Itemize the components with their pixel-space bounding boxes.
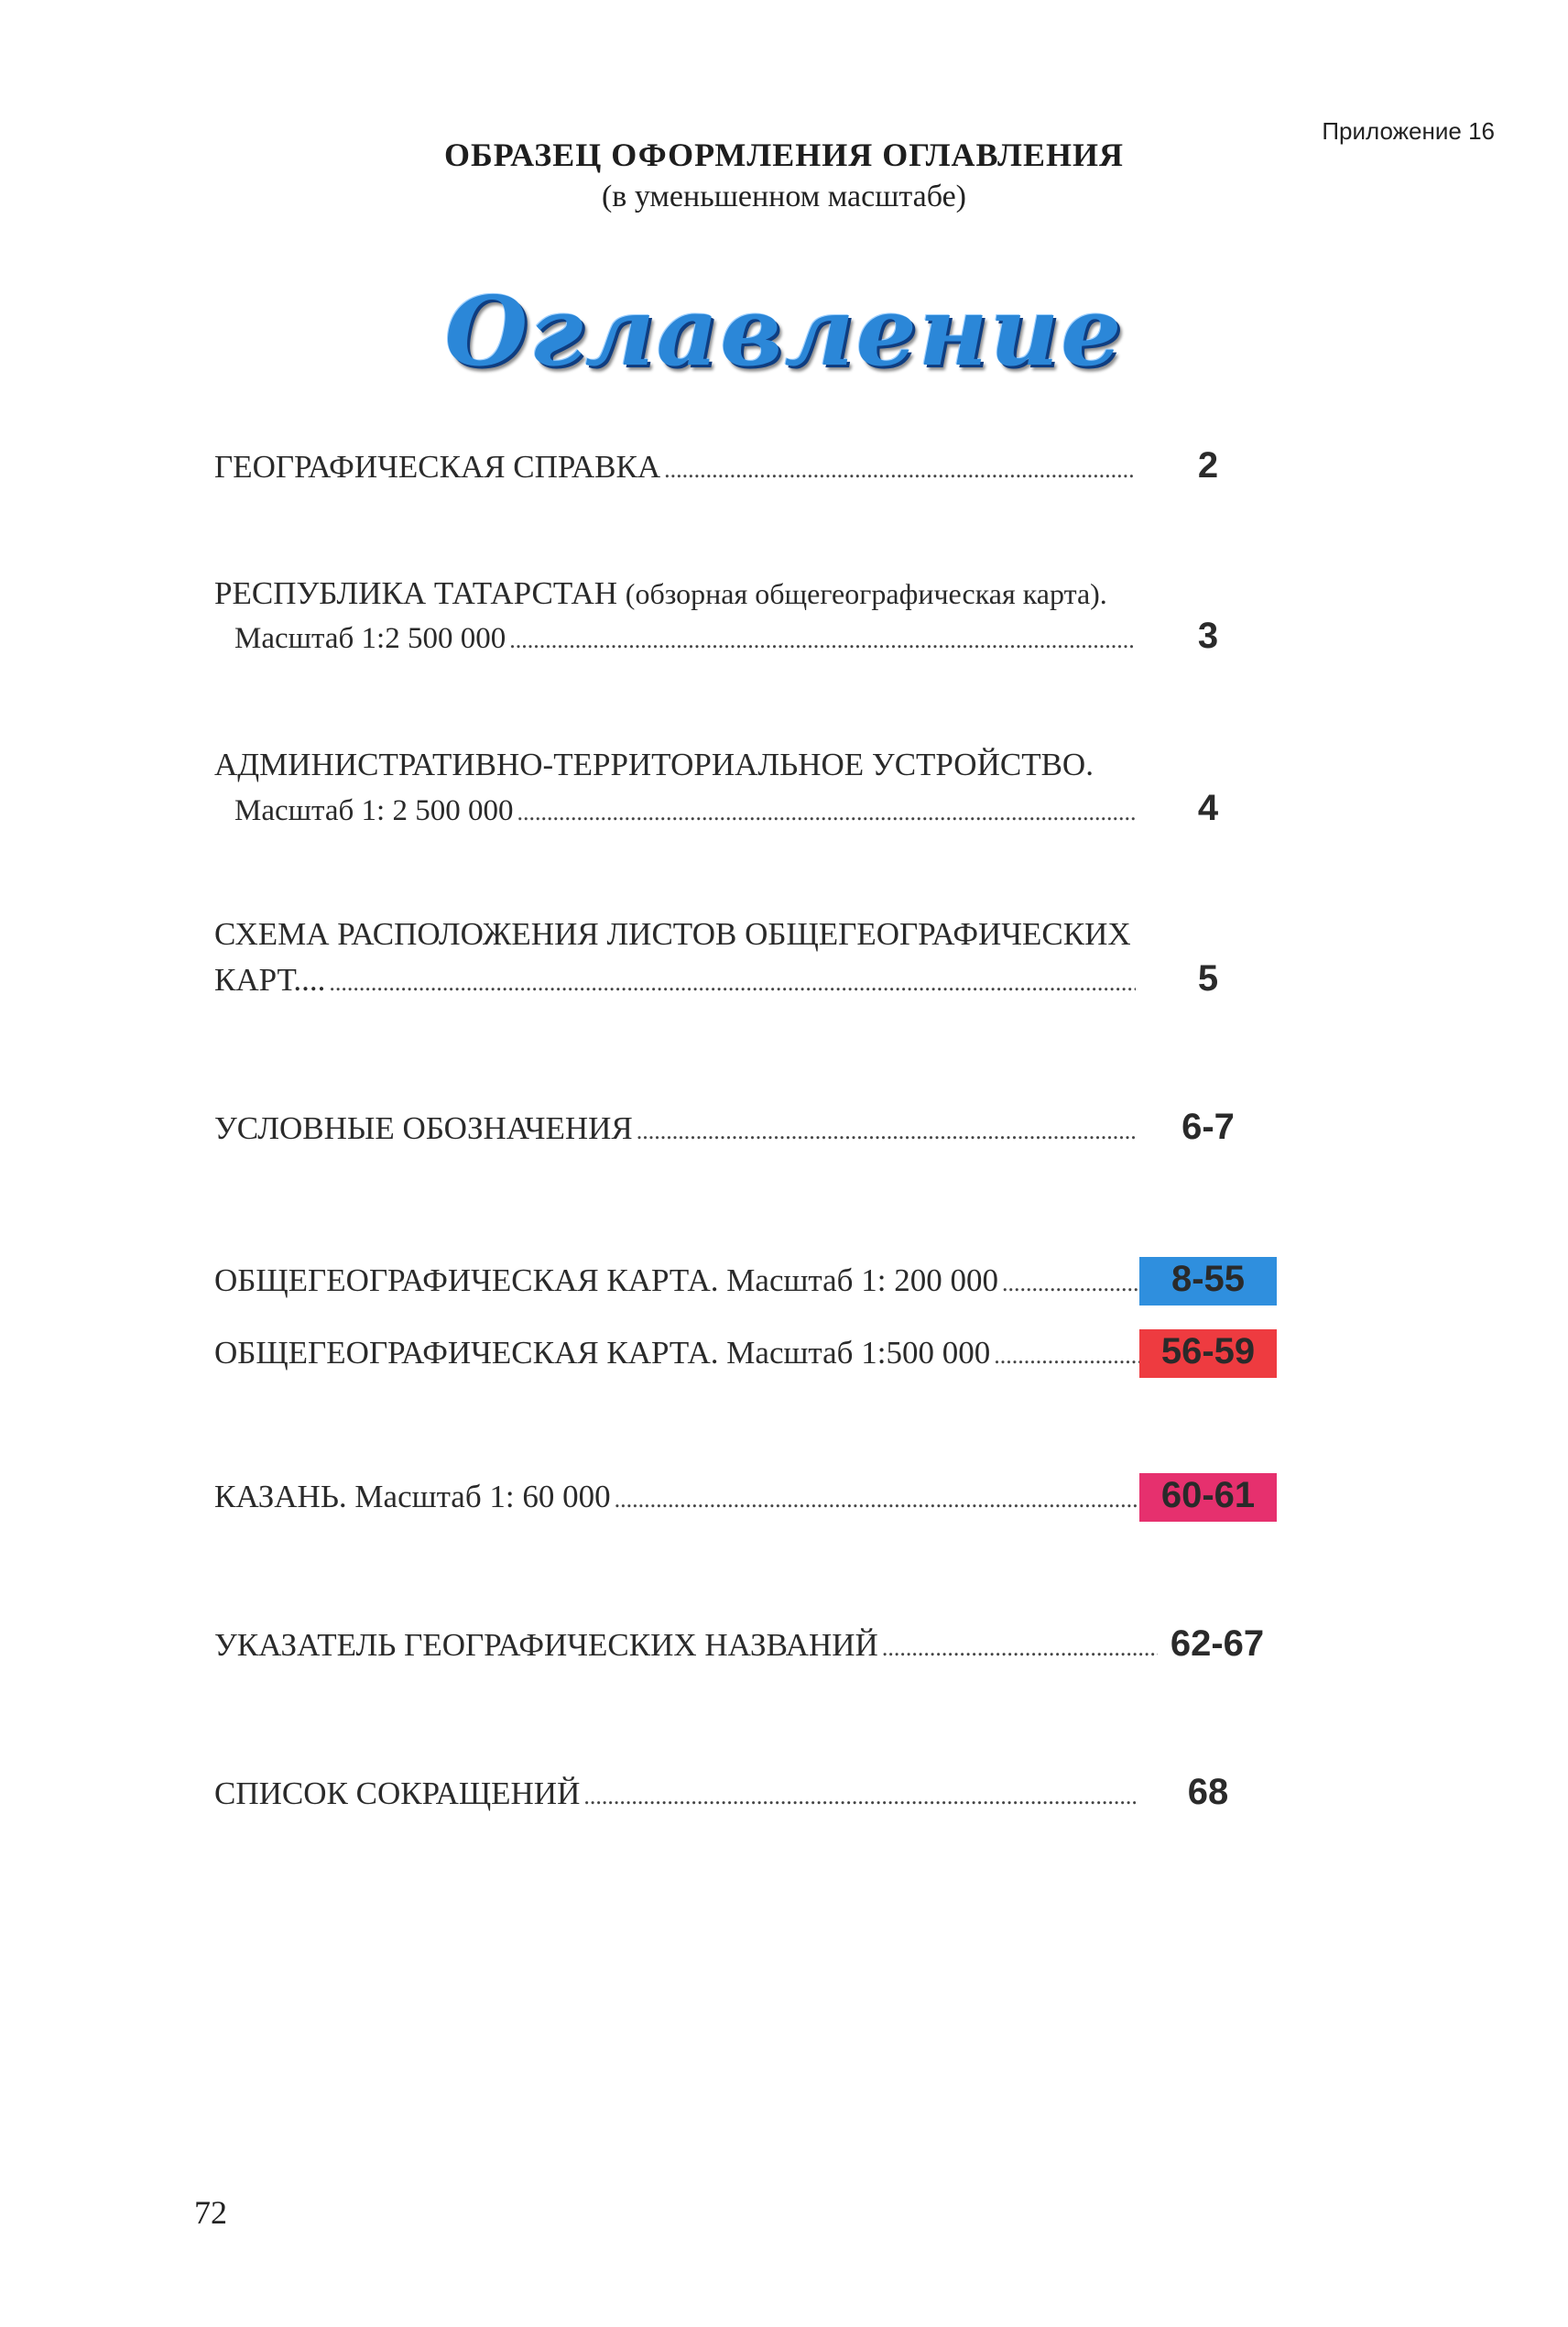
- toc-page-number-highlighted: 60-61: [1139, 1473, 1277, 1522]
- toc-entry-rt-line2: [234, 616, 1277, 661]
- toc-entry-geo: [214, 445, 1277, 491]
- toc-leader-dots: [882, 1634, 1158, 1662]
- page-subtitle: (в уменьшенном масштабе): [601, 180, 967, 213]
- toc-entry-text: Масштаб 1: 2 500 000: [234, 794, 514, 827]
- toc-entry-text: АДМИНИСТРАТИВНО-ТЕРРИТОРИАЛЬНОЕ УСТРОЙСТВО.: [214, 747, 1094, 782]
- toc-entry-text: ОБЩЕГЕОГРАФИЧЕСКАЯ КАРТА. Масштаб 1:500 000: [214, 1335, 991, 1371]
- toc-leader-dots: [583, 1783, 1136, 1810]
- toc-page-number: 4: [1197, 788, 1219, 828]
- toc-entry-map200: [214, 1257, 1277, 1303]
- toc-entry-text: КАЗАНЬ. Масштаб 1: 60 000: [214, 1479, 611, 1514]
- toc-entry-rt-line1: [214, 575, 1277, 621]
- toc-entry-text: КАРТ....: [214, 962, 326, 998]
- toc-leader-dots: [994, 1342, 1139, 1370]
- toc-page-number-highlighted: 8-55: [1139, 1257, 1277, 1306]
- toc-entry-scheme-line1: [214, 916, 1277, 962]
- toc-entry-kazan: [214, 1473, 1277, 1519]
- toc-leader-dots: [517, 799, 1136, 826]
- toc-entry-adm-line2: [234, 788, 1277, 834]
- toc-leader-dots: [637, 1118, 1136, 1145]
- toc-entry-adm-line1: [214, 747, 1277, 792]
- toc-entry-text: СПИСОК СОКРАЩЕНИЙ: [214, 1775, 581, 1811]
- toc-leader-dots: [329, 969, 1136, 997]
- toc-entry-text: ГЕОГРАФИЧЕСКАЯ СПРАВКА: [214, 449, 661, 485]
- toc-entry-text: СХЕМА РАСПОЛОЖЕНИЯ ЛИСТОВ ОБЩЕГЕОГРАФИЧЕСКИХ: [214, 916, 1131, 952]
- decorative-title: Оглавление: [444, 275, 1124, 388]
- page-number: 72: [194, 2194, 227, 2231]
- toc-page-number: 68: [1187, 1772, 1229, 1812]
- toc-leader-dots: [509, 627, 1136, 654]
- toc-entry-abbr: [214, 1772, 1277, 1818]
- toc-page-number: 2: [1197, 445, 1219, 486]
- toc-entry-note: (обзорная общегеографическая карта).: [625, 577, 1107, 610]
- toc-leader-dots: [664, 456, 1136, 484]
- toc-page-number: 6-7: [1181, 1107, 1235, 1147]
- toc-leader-dots: [1002, 1270, 1139, 1297]
- toc-entry-main: РЕСПУБЛИКА ТАТАРСТАН: [214, 575, 618, 611]
- toc-entry-text: УСЛОВНЫЕ ОБОЗНАЧЕНИЯ: [214, 1110, 633, 1146]
- toc-entry-text: ОБЩЕГЕОГРАФИЧЕСКАЯ КАРТА. Масштаб 1: 200 000: [214, 1262, 998, 1298]
- toc-entry-text: Масштаб 1:2 500 000: [234, 622, 506, 655]
- toc-entry-scheme-line2: [214, 958, 1277, 1004]
- toc-page-number: 5: [1197, 958, 1219, 999]
- toc-leader-dots: [615, 1486, 1139, 1513]
- toc-page-number: 3: [1197, 616, 1219, 656]
- toc-page-number-highlighted: 56-59: [1139, 1329, 1277, 1378]
- appendix-label: Приложение 16: [1322, 117, 1495, 145]
- toc-page-number: 62-67: [1170, 1623, 1265, 1664]
- toc-entry-text: [214, 575, 1107, 612]
- toc-entry-index: [214, 1623, 1277, 1669]
- toc-entry-map500: [214, 1329, 1277, 1375]
- toc-entry-text: УКАЗАТЕЛЬ ГЕОГРАФИЧЕСКИХ НАЗВАНИЙ: [214, 1627, 878, 1663]
- page-title: ОБРАЗЕЦ ОФОРМЛЕНИЯ ОГЛАВЛЕНИЯ: [443, 137, 1124, 173]
- toc-entry-legend: [214, 1107, 1277, 1153]
